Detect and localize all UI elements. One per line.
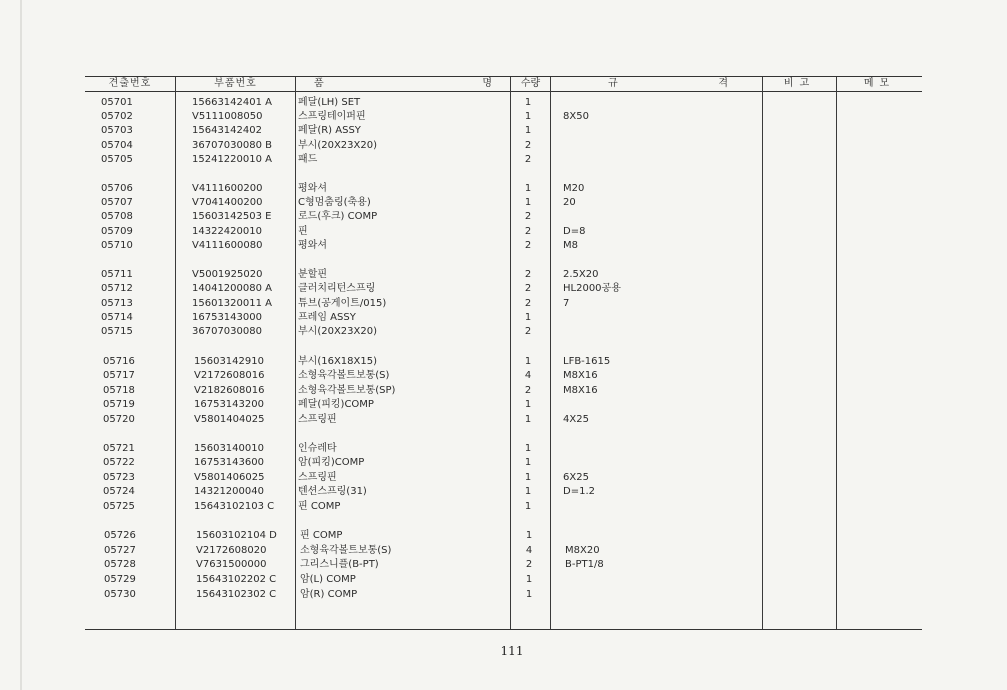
header-bottom-rule [85,91,922,92]
row-part-no: V2182608016 [194,385,265,396]
row-part-name: 튜브(공게이트/015) [298,298,387,309]
row-part-name: 평와셔 [298,183,327,194]
row-part-no: 16753143000 [192,312,262,323]
row-qty: 1 [524,197,532,208]
row-spec: B-PT1/8 [565,559,604,570]
row-part-no: 14321200040 [194,486,264,497]
row-ref: 05702 [101,111,133,122]
row-part-no: 36707030080 B [192,140,273,151]
row-part-no: V7041400200 [192,197,263,208]
row-part-no: 15603140010 [194,443,264,454]
row-part-no: V5801404025 [194,414,265,425]
row-ref: 05722 [103,457,135,468]
row-part-name: 텐션스프링(31) [298,486,367,497]
row-qty: 2 [524,298,532,309]
row-part-name: 소형육각볼트보통(S) [300,545,392,556]
row-ref: 05723 [103,472,135,483]
row-spec: D=8 [563,226,586,237]
row-ref: 05719 [103,399,135,410]
row-spec: M8 [563,240,578,251]
row-part-no: 14041200080 A [192,283,273,294]
row-ref: 05701 [101,97,133,108]
row-qty: 1 [524,97,532,108]
row-part-name: 패드 [298,154,318,165]
row-qty: 2 [524,269,532,280]
header-remarks: 비고 [783,78,816,89]
row-part-no: V5801406025 [194,472,265,483]
row-qty: 2 [524,240,532,251]
row-part-name: 페달(피킹)COMP [298,399,374,410]
row-qty: 1 [524,183,532,194]
row-part-name: 부시(20X23X20) [298,326,377,337]
row-ref: 05714 [101,312,133,323]
row-part-no: 15241220010 A [192,154,273,165]
row-qty: 2 [524,326,532,337]
row-ref: 05708 [101,211,133,222]
row-part-name: 로드(후크) COMP [298,211,378,222]
page-number: 111 [500,644,524,658]
row-part-no: 14322420010 [192,226,262,237]
header-part-name [296,77,510,91]
row-qty: 1 [524,501,532,512]
row-part-name: 스프링핀 [298,414,337,425]
row-spec: 8X50 [563,111,589,122]
row-spec: M8X16 [563,370,598,381]
row-qty: 1 [524,414,532,425]
row-spec: 7 [563,298,570,309]
row-ref: 05710 [101,240,133,251]
row-part-no: 15601320011 A [192,298,273,309]
row-part-name: 암(R) COMP [300,589,358,600]
row-spec: 2.5X20 [563,269,599,280]
row-qty: 2 [524,211,532,222]
row-part-name: 암(L) COMP [300,574,356,585]
row-ref: 05705 [101,154,133,165]
row-part-no: 15643102302 C [196,589,277,600]
row-part-name: 핀 COMP [300,530,343,541]
header-qty: 수량 [520,78,541,89]
row-part-no: V2172608016 [194,370,265,381]
header-spec-second: 격 [718,78,728,89]
row-ref: 05724 [103,486,135,497]
row-part-name: 스프링테이퍼핀 [298,111,366,122]
row-part-name: 페달(LH) SET [298,97,361,108]
header-spec-first: 규 [608,78,618,89]
row-part-name: 평와셔 [298,240,327,251]
row-spec: D=1.2 [563,486,595,497]
row-qty: 1 [524,312,532,323]
row-spec: 4X25 [563,414,589,425]
row-part-no: 16753143600 [194,457,264,468]
row-spec: M20 [563,183,585,194]
row-qty: 4 [524,370,532,381]
row-part-name: 인슈레타 [298,443,337,454]
row-qty: 1 [524,356,532,367]
row-spec: M8X16 [563,385,598,396]
row-spec: HL2000공용 [563,283,621,294]
row-part-name: 핀 COMP [298,501,341,512]
row-ref: 05721 [103,443,135,454]
row-qty: 1 [524,457,532,468]
row-part-no: V5001925020 [192,269,263,280]
row-ref: 05709 [101,226,133,237]
row-ref: 05726 [104,530,136,541]
row-part-no: V7631500000 [196,559,267,570]
header-part-name-second: 명 [482,78,492,89]
row-qty: 1 [524,111,532,122]
header-memo: 메모 [863,78,896,89]
row-part-name: 분할핀 [298,269,327,280]
row-qty: 1 [524,399,532,410]
row-part-no: V2172608020 [196,545,267,556]
row-ref: 05713 [101,298,133,309]
row-part-no: 15603142503 E [192,211,272,222]
row-part-no: 15603102104 D [196,530,277,541]
row-part-name: 부시(20X23X20) [298,140,377,151]
page-edge [20,0,22,690]
row-spec: 20 [563,197,576,208]
row-part-no: 15663142401 A [192,97,273,108]
column-divider [295,77,296,629]
row-part-name: 클러치리턴스프링 [298,283,376,294]
row-part-no: 15643102103 C [194,501,275,512]
row-part-name: 프레임 ASSY [298,312,356,323]
header-part-no: 부품번호 [214,78,257,89]
row-part-name: 소형육각볼트보통(S) [298,370,390,381]
row-spec: LFB-1615 [563,356,611,367]
row-part-no: V4111600080 [192,240,263,251]
row-qty: 2 [524,140,532,151]
header-part-name-first: 품 [314,78,324,89]
row-part-name: 스프링핀 [298,472,337,483]
row-ref: 05712 [101,283,133,294]
row-part-no: 36707030080 [192,326,262,337]
row-qty: 4 [525,545,533,556]
row-ref: 05717 [103,370,135,381]
row-qty: 1 [524,486,532,497]
row-ref: 05718 [103,385,135,396]
row-qty: 2 [524,154,532,165]
row-ref: 05707 [101,197,133,208]
row-ref: 05706 [101,183,133,194]
row-qty: 2 [525,559,533,570]
column-divider [836,77,837,629]
row-ref: 05703 [101,125,133,136]
row-ref: 05711 [101,269,133,280]
table-bottom-rule [85,629,922,630]
row-ref: 05727 [104,545,136,556]
row-part-name: 그리스니플(B-PT) [300,559,379,570]
row-spec: 6X25 [563,472,589,483]
row-qty: 1 [525,574,533,585]
row-ref: 05725 [103,501,135,512]
row-part-no: 16753143200 [194,399,264,410]
header-spec [590,77,746,91]
column-divider [175,77,176,629]
header-ref-no: 견출번호 [108,78,152,89]
row-part-no: 15603142910 [194,356,264,367]
row-part-no: V4111600200 [192,183,263,194]
row-ref: 05715 [101,326,133,337]
row-qty: 1 [525,589,533,600]
row-ref: 05720 [103,414,135,425]
row-qty: 1 [524,125,532,136]
row-ref: 05730 [104,589,136,600]
row-qty: 2 [524,226,532,237]
row-part-name: 페달(R) ASSY [298,125,361,136]
row-ref: 05729 [104,574,136,585]
row-qty: 1 [524,472,532,483]
column-divider [762,77,763,629]
row-part-no: V5111008050 [192,111,263,122]
row-ref: 05716 [103,356,135,367]
row-part-name: 핀 [298,226,308,237]
row-qty: 1 [524,443,532,454]
row-part-no: 15643102202 C [196,574,277,585]
row-qty: 2 [524,385,532,396]
row-qty: 1 [525,530,533,541]
row-qty: 2 [524,283,532,294]
column-divider [550,77,551,629]
row-part-name: 암(피킹)COMP [298,457,365,468]
row-spec: M8X20 [565,545,600,556]
row-ref: 05704 [101,140,133,151]
row-ref: 05728 [104,559,136,570]
row-part-name: C형멈춤링(축용) [298,197,371,208]
row-part-no: 15643142402 [192,125,262,136]
row-part-name: 부시(16X18X15) [298,356,377,367]
row-part-name: 소형육각볼트보통(SP) [298,385,396,396]
